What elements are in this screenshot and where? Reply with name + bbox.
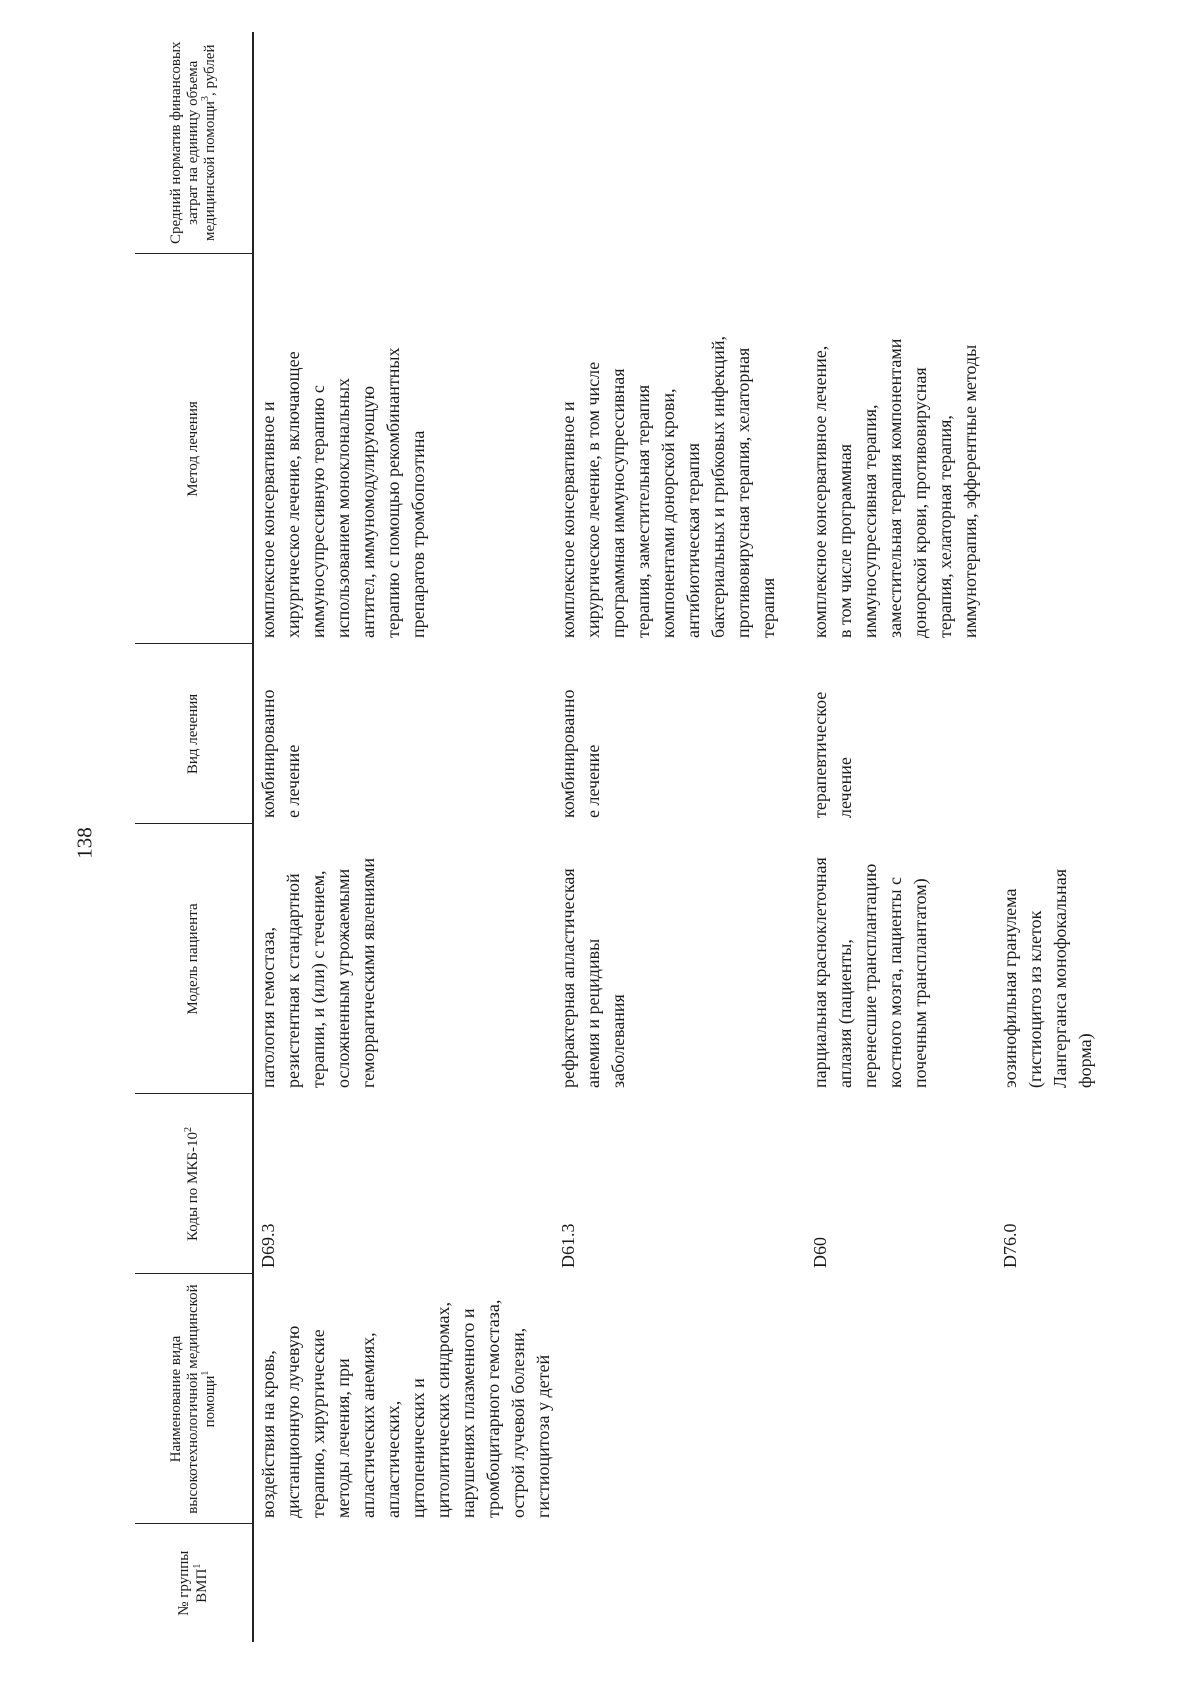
cell-group-no (808, 1524, 998, 1642)
table-row (556, 32, 808, 1642)
cell-cost (998, 32, 1098, 254)
cell-icd-code: D60 (810, 1237, 830, 1268)
cell-vmp-name: воздействия на кровь, дистанционную лучевую терапию, хирургические методы лечения, при апластических анемиях, апластических, цитопенических и цитолитических синдромах, нарушениях плазменного и тромбоцитарного гемостаза, острой лучевой болезни, гистиоцитоза у детей (258, 1299, 553, 1518)
cell-treatment-method: комплексное консервативное и хирургическое лечение, включающее иммуносупрессивную терапию с использованием моноклональных антител, иммуномодулирующую терапию с помощью рекомбинантных препаратов тромбопоэтина (258, 347, 428, 638)
header-treatment-method: Метод лечения (135, 254, 253, 644)
table-header-row (135, 32, 253, 1642)
cell-treatment-type: комбинированно е лечение (258, 689, 303, 818)
cell-icd-code: D69.3 (258, 1223, 278, 1268)
cell-cost (556, 32, 808, 254)
cell-treatment-method: комплексное консервативное и хирургическое лечение, в том числе программная иммуносупрессивная терапия, заместительная терапия компонентами донорской крови, антибиотическая терапия бактериальных и грибковых инфекций, противовирусная терапия, хелаторная терапия (558, 335, 778, 638)
cell-treatment-type: терапевтическое лечение (810, 691, 855, 818)
page-number: 138 (72, 827, 97, 859)
cell-treatment-method: комплексное консервативное лечение, в том числе программная иммуносупрессивная терапия, заместительная терапия компонентами донорской крови, противовирусная терапия, хелаторная терапия, иммунотерапия, эфферентные методы (810, 338, 980, 638)
header-cost: Средний норматив финансовых затрат на единицу объема медицинской помощи$^3$, рублей (135, 32, 253, 254)
cell-treatment-type: комбинированно е лечение (558, 689, 603, 818)
table-row (998, 32, 1098, 1642)
cell-vmp-name (998, 1274, 1098, 1524)
vmp-table (135, 32, 1098, 1642)
cell-patient-model: эозинофильная гранулема (гистиоцитоз из клеток Лангерганса монофокальная форма) (1000, 868, 1095, 1088)
header-group-no: № группы ВМП$^1$ (135, 1524, 253, 1642)
cell-icd-code: D76.0 (1000, 1223, 1020, 1268)
cell-cost (253, 32, 556, 254)
header-treatment-type: Вид лечения (135, 644, 253, 824)
cell-patient-model: патология гемостаза, резистентная к стандартной терапии, и (или) с течением, осложненным угрожаемыми геморрагическими явлениями (258, 858, 378, 1088)
table-row (808, 32, 998, 1642)
cell-group-no (998, 1524, 1098, 1642)
cell-vmp-name (556, 1274, 808, 1524)
rotated-table-container (135, 32, 1200, 1642)
cell-icd-code: D61.3 (558, 1223, 578, 1268)
cell-group-no (556, 1524, 808, 1642)
cell-treatment-type (998, 644, 1098, 824)
table-row (253, 32, 556, 1642)
cell-patient-model: рефрактерная апластическая анемия и рецидивы заболевания (558, 868, 628, 1088)
cell-group-no (253, 1524, 556, 1642)
cell-treatment-method (998, 254, 1098, 644)
cell-patient-model: парциальная красноклеточная аплазия (пациенты, перенесшие трансплантацию костного мозга, пациенты с почечным трансплантатом) (810, 857, 930, 1088)
cell-vmp-name (808, 1274, 998, 1524)
header-vmp-name: Наименование вида высокотехнологичной медицинской помощи$^1$ (135, 1274, 253, 1524)
cell-cost (808, 32, 998, 254)
header-icd-codes: Коды по МКБ-$10^2$ (135, 1094, 253, 1274)
header-patient-model: Модель пациента (135, 824, 253, 1094)
